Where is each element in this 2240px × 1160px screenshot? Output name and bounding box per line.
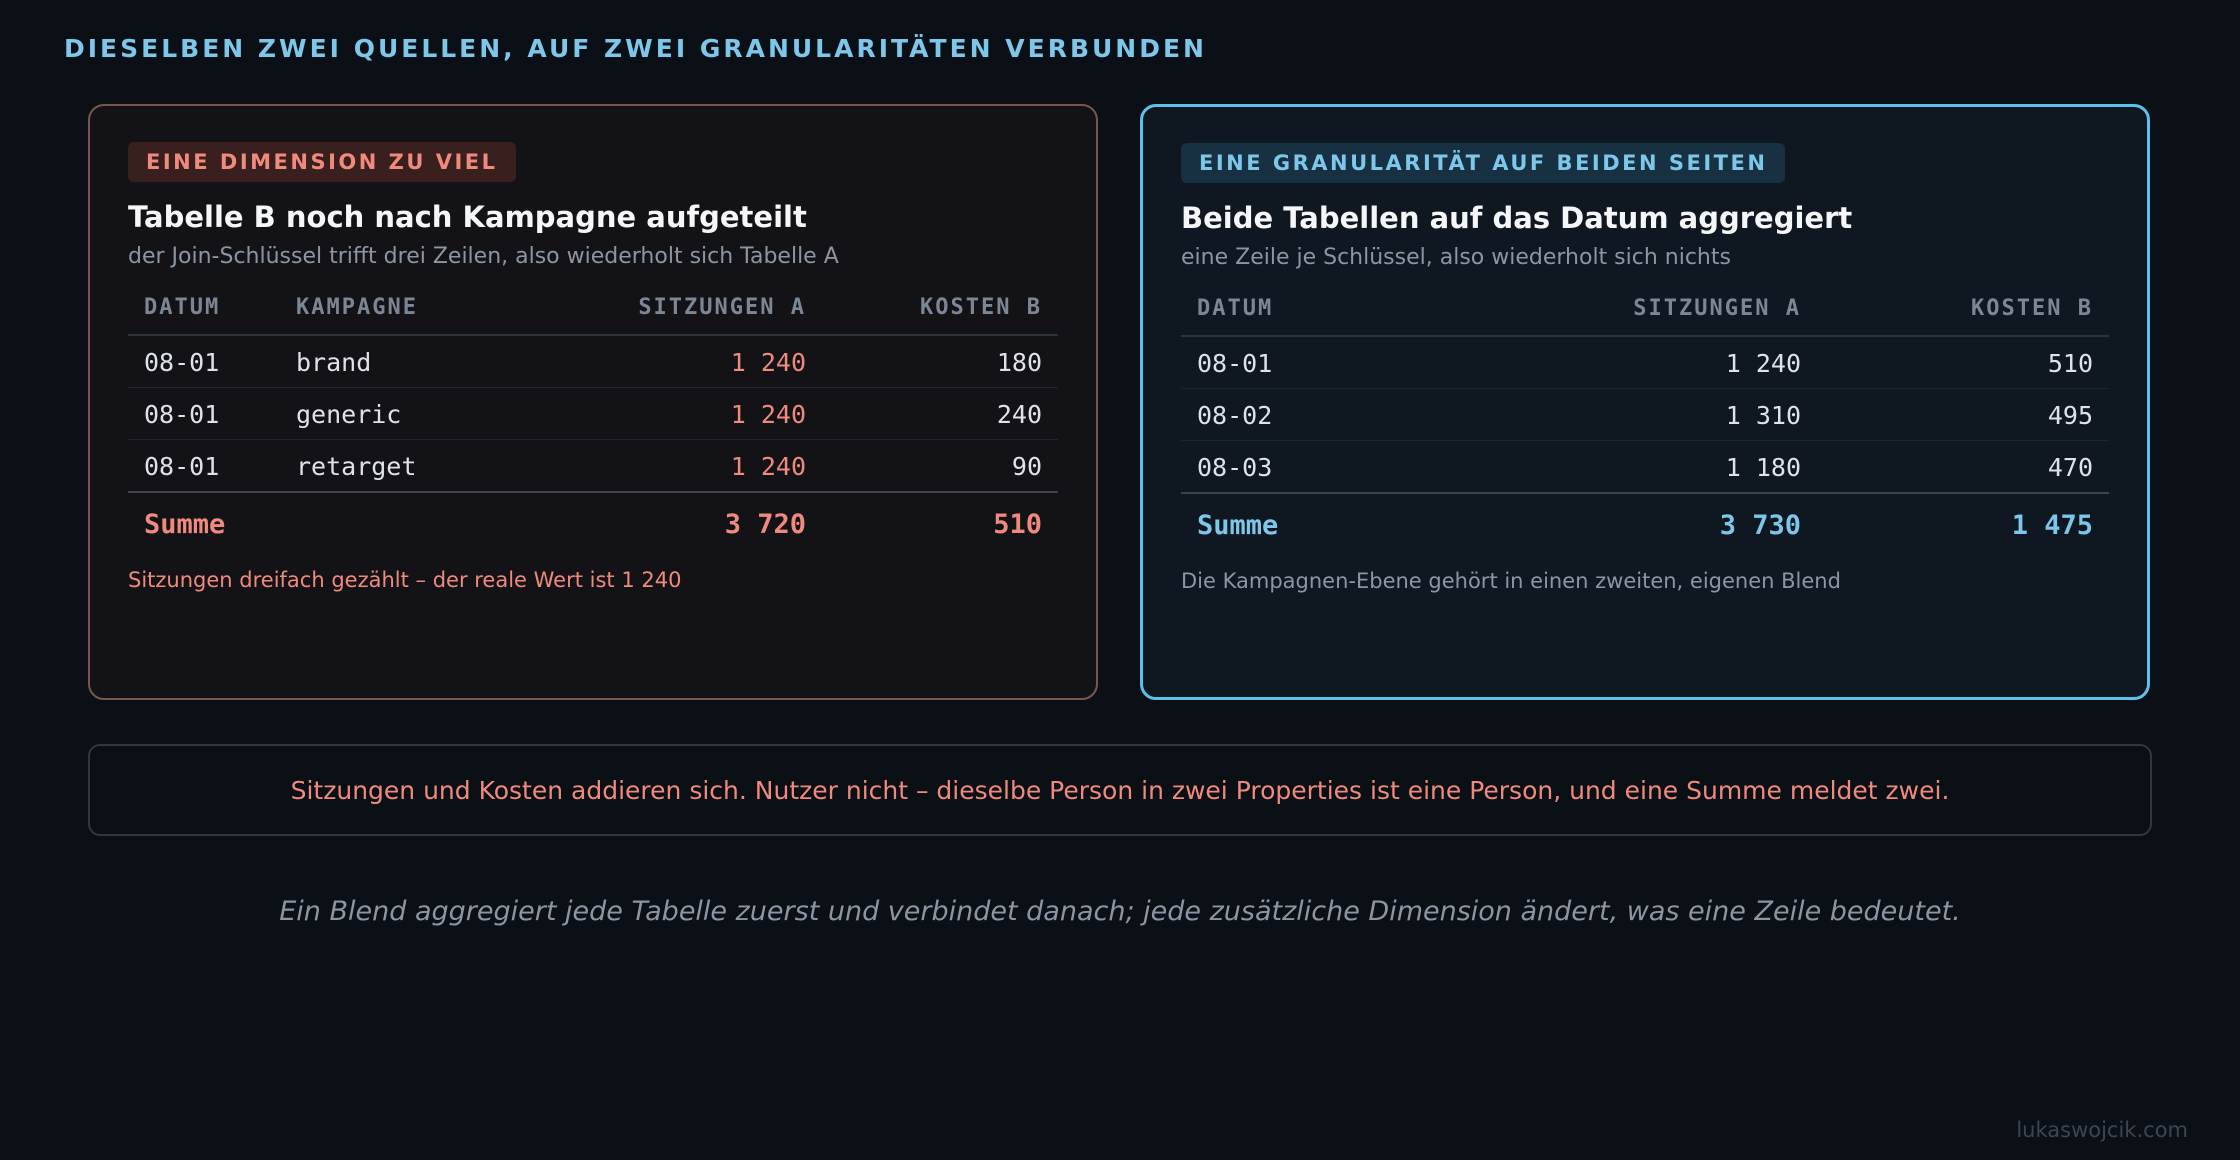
table-row xyxy=(128,388,1058,440)
cell-sessions: 1 310 xyxy=(1411,389,1817,441)
sum-sessions: 3 720 xyxy=(724,509,807,540)
table-row xyxy=(128,335,1058,388)
join-table-campaign xyxy=(128,295,1058,550)
cell-cost: 240 xyxy=(822,388,1058,440)
column-header: KOSTEN B xyxy=(1817,296,2109,336)
column-header: KOSTEN B xyxy=(822,295,1058,335)
panel-same-granularity xyxy=(1140,104,2150,700)
panel-heading: Tabelle B noch nach Kampagne aufgeteilt xyxy=(128,200,807,234)
table-header-row xyxy=(1181,296,2109,336)
table-row xyxy=(128,440,1058,493)
table-row xyxy=(1181,336,2109,389)
sum-row xyxy=(128,492,1058,550)
column-header: KAMPAGNE xyxy=(280,295,516,335)
sum-empty xyxy=(280,492,516,550)
cell-date: 08-01 xyxy=(128,335,280,388)
sum-label: Summe xyxy=(144,509,226,540)
cell-date: 08-01 xyxy=(128,388,280,440)
column-header: SITZUNGEN A xyxy=(516,295,822,335)
cell-campaign: brand xyxy=(280,335,516,388)
cell-date: 08-01 xyxy=(128,440,280,493)
callout-box xyxy=(88,744,2152,836)
sum-row xyxy=(1181,493,2109,551)
cell-sessions: 1 240 xyxy=(1411,336,1817,389)
panel-subtitle: der Join-Schlüssel trifft drei Zeilen, also wiederholt sich Tabelle A xyxy=(128,244,839,269)
cell-cost: 90 xyxy=(822,440,1058,493)
cell-cost: 495 xyxy=(1817,389,2109,441)
cell-campaign: retarget xyxy=(280,440,516,493)
panel-subtitle: eine Zeile je Schlüssel, also wiederholt sich nichts xyxy=(1181,245,1731,270)
callout-text: Sitzungen und Kosten addieren sich. Nutzer nicht – dieselbe Person in zwei Properties ist eine Person, und eine Summe meldet zwei. xyxy=(290,775,1950,805)
cell-date: 08-02 xyxy=(1181,389,1411,441)
column-header: SITZUNGEN A xyxy=(1411,296,1817,336)
table-header-row xyxy=(128,295,1058,335)
join-table-date xyxy=(1181,296,2109,551)
column-header: DATUM xyxy=(1181,296,1411,336)
table-row xyxy=(1181,441,2109,494)
footer-caption: Ein Blend aggregiert jede Tabelle zuerst und verbindet danach; jede zusätzliche Dimension ändert, was eine Zeile bedeutet. xyxy=(279,896,1961,927)
cell-sessions: 1 240 xyxy=(516,335,822,388)
sum-cost: 1 475 xyxy=(2011,510,2093,541)
table-row xyxy=(1181,389,2109,441)
watermark: lukaswojcik.com xyxy=(2016,1118,2188,1142)
cell-cost: 510 xyxy=(1817,336,2109,389)
cell-sessions: 1 240 xyxy=(516,388,822,440)
cell-campaign: generic xyxy=(280,388,516,440)
sum-cost: 510 xyxy=(993,509,1042,540)
info-note: Die Kampagnen-Ebene gehört in einen zweiten, eigenen Blend xyxy=(1181,569,1841,593)
column-header: DATUM xyxy=(128,295,280,335)
panel-extra-dimension xyxy=(88,104,1098,700)
cell-cost: 180 xyxy=(822,335,1058,388)
sum-sessions: 3 730 xyxy=(1719,510,1801,541)
sum-label: Summe xyxy=(1197,510,1279,541)
page-title: DIESELBEN ZWEI QUELLEN, AUF ZWEI GRANULARITÄTEN VERBUNDEN xyxy=(64,34,1207,63)
cell-sessions: 1 180 xyxy=(1411,441,1817,494)
info-badge: EINE GRANULARITÄT AUF BEIDEN SEITEN xyxy=(1181,143,1785,183)
panel-heading: Beide Tabellen auf das Datum aggregiert xyxy=(1181,201,1853,235)
warning-note: Sitzungen dreifach gezählt – der reale Wert ist 1 240 xyxy=(128,568,682,592)
warning-badge: EINE DIMENSION ZU VIEL xyxy=(128,142,516,182)
cell-cost: 470 xyxy=(1817,441,2109,494)
cell-date: 08-03 xyxy=(1181,441,1411,494)
cell-date: 08-01 xyxy=(1181,336,1411,389)
cell-sessions: 1 240 xyxy=(516,440,822,493)
